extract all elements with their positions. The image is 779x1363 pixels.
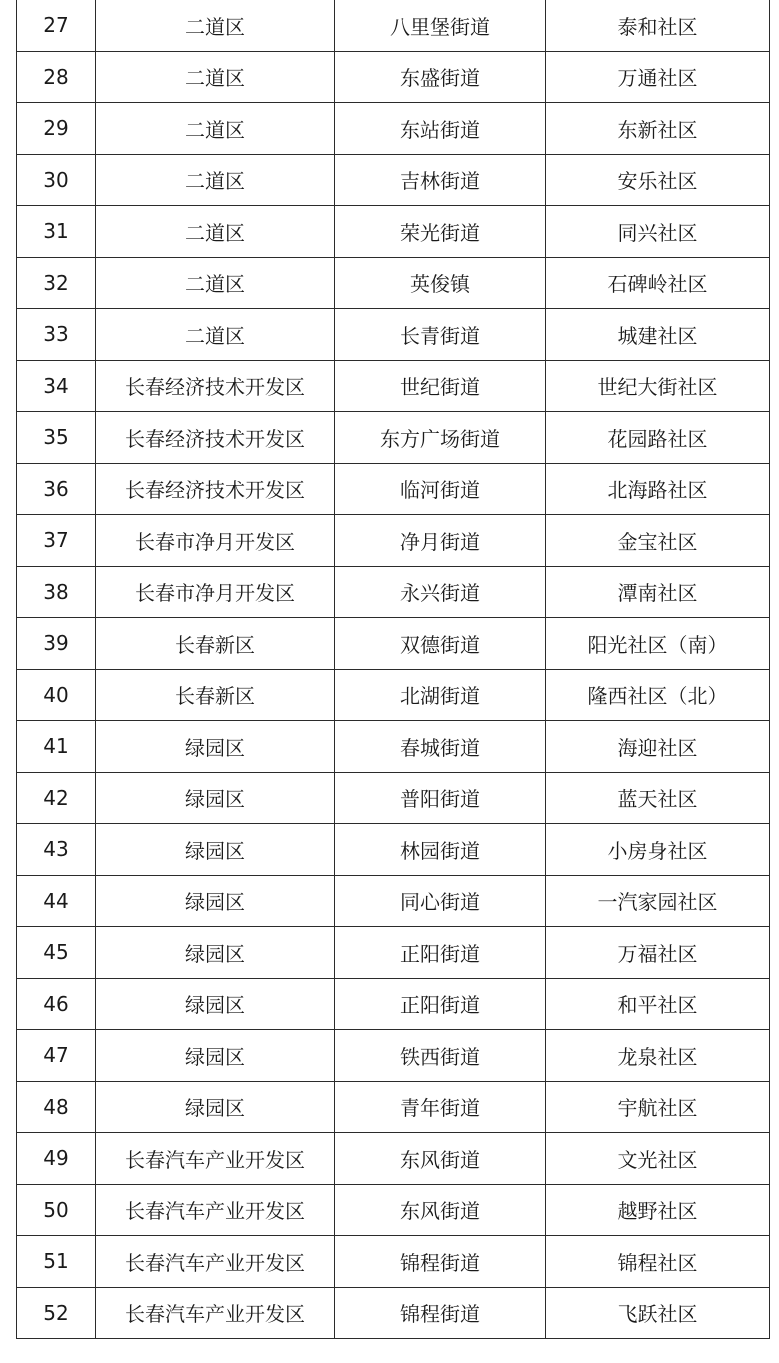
cell-street: 永兴街道: [335, 566, 546, 618]
cell-street: 双德街道: [335, 618, 546, 670]
cell-district: 绿园区: [96, 1030, 335, 1082]
table-row: [17, 257, 770, 309]
cell-district: 二道区: [96, 0, 335, 51]
cell-street: 东方广场街道: [335, 412, 546, 464]
cell-number: 33: [17, 309, 96, 361]
table-row: [17, 1236, 770, 1288]
table-row: [17, 360, 770, 412]
cell-community: 潭南社区: [546, 566, 770, 618]
cell-street: 正阳街道: [335, 978, 546, 1030]
table-row: [17, 206, 770, 258]
cell-number: 46: [17, 978, 96, 1030]
cell-number: 38: [17, 566, 96, 618]
table-row: [17, 154, 770, 206]
table-row: [17, 978, 770, 1030]
cell-community: 宇航社区: [546, 1081, 770, 1133]
cell-number: 43: [17, 824, 96, 876]
community-table: [16, 0, 770, 1339]
cell-community: 飞跃社区: [546, 1287, 770, 1339]
cell-community: 蓝天社区: [546, 772, 770, 824]
cell-street: 锦程街道: [335, 1236, 546, 1288]
cell-community: 龙泉社区: [546, 1030, 770, 1082]
cell-community: 隆西社区（北）: [546, 669, 770, 721]
cell-number: 40: [17, 669, 96, 721]
cell-community: 一汽家园社区: [546, 875, 770, 927]
cell-district: 长春汽车产业开发区: [96, 1184, 335, 1236]
cell-district: 长春新区: [96, 669, 335, 721]
cell-street: 春城街道: [335, 721, 546, 773]
cell-community: 石碑岭社区: [546, 257, 770, 309]
cell-number: 35: [17, 412, 96, 464]
cell-number: 32: [17, 257, 96, 309]
cell-community: 越野社区: [546, 1184, 770, 1236]
cell-district: 二道区: [96, 51, 335, 103]
table-row: [17, 515, 770, 567]
cell-community: 万福社区: [546, 927, 770, 979]
cell-district: 长春经济技术开发区: [96, 360, 335, 412]
cell-district: 长春新区: [96, 618, 335, 670]
cell-number: 52: [17, 1287, 96, 1339]
cell-community: 花园路社区: [546, 412, 770, 464]
cell-street: 林园街道: [335, 824, 546, 876]
cell-district: 长春经济技术开发区: [96, 463, 335, 515]
cell-street: 同心街道: [335, 875, 546, 927]
table-row: [17, 1133, 770, 1185]
cell-number: 37: [17, 515, 96, 567]
cell-district: 二道区: [96, 206, 335, 258]
cell-street: 净月街道: [335, 515, 546, 567]
cell-street: 东风街道: [335, 1184, 546, 1236]
table-row: [17, 927, 770, 979]
table-row: [17, 875, 770, 927]
cell-number: 47: [17, 1030, 96, 1082]
cell-number: 36: [17, 463, 96, 515]
table-row: [17, 669, 770, 721]
cell-number: 45: [17, 927, 96, 979]
cell-number: 30: [17, 154, 96, 206]
table-row: [17, 824, 770, 876]
cell-district: 长春汽车产业开发区: [96, 1133, 335, 1185]
cell-community: 泰和社区: [546, 0, 770, 51]
table-row: [17, 1287, 770, 1339]
table-row: [17, 103, 770, 155]
cell-street: 北湖街道: [335, 669, 546, 721]
cell-district: 长春市净月开发区: [96, 515, 335, 567]
cell-district: 长春汽车产业开发区: [96, 1236, 335, 1288]
cell-street: 东风街道: [335, 1133, 546, 1185]
cell-street: 临河街道: [335, 463, 546, 515]
cell-community: 金宝社区: [546, 515, 770, 567]
cell-district: 绿园区: [96, 772, 335, 824]
cell-street: 普阳街道: [335, 772, 546, 824]
cell-community: 文光社区: [546, 1133, 770, 1185]
cell-community: 同兴社区: [546, 206, 770, 258]
cell-district: 二道区: [96, 154, 335, 206]
cell-street: 英俊镇: [335, 257, 546, 309]
cell-number: 27: [17, 0, 96, 51]
table-row: [17, 1081, 770, 1133]
cell-street: 东盛街道: [335, 51, 546, 103]
cell-district: 绿园区: [96, 1081, 335, 1133]
cell-street: 锦程街道: [335, 1287, 546, 1339]
table-row: [17, 721, 770, 773]
cell-district: 长春市净月开发区: [96, 566, 335, 618]
table-row: [17, 1030, 770, 1082]
cell-street: 八里堡街道: [335, 0, 546, 51]
cell-district: 二道区: [96, 103, 335, 155]
cell-district: 二道区: [96, 257, 335, 309]
cell-street: 长青街道: [335, 309, 546, 361]
cell-community: 安乐社区: [546, 154, 770, 206]
table-row: [17, 0, 770, 51]
cell-community: 和平社区: [546, 978, 770, 1030]
cell-number: 31: [17, 206, 96, 258]
cell-number: 48: [17, 1081, 96, 1133]
cell-street: 荣光街道: [335, 206, 546, 258]
cell-street: 青年街道: [335, 1081, 546, 1133]
cell-community: 北海路社区: [546, 463, 770, 515]
cell-street: 吉林街道: [335, 154, 546, 206]
cell-number: 41: [17, 721, 96, 773]
table-row: [17, 463, 770, 515]
cell-community: 世纪大街社区: [546, 360, 770, 412]
table-row: [17, 1184, 770, 1236]
table-row: [17, 618, 770, 670]
cell-street: 世纪街道: [335, 360, 546, 412]
cell-community: 阳光社区（南）: [546, 618, 770, 670]
cell-community: 海迎社区: [546, 721, 770, 773]
cell-number: 51: [17, 1236, 96, 1288]
cell-street: 正阳街道: [335, 927, 546, 979]
table-row: [17, 51, 770, 103]
cell-community: 万通社区: [546, 51, 770, 103]
cell-community: 锦程社区: [546, 1236, 770, 1288]
cell-district: 长春经济技术开发区: [96, 412, 335, 464]
cell-district: 绿园区: [96, 824, 335, 876]
table-row: [17, 772, 770, 824]
cell-number: 29: [17, 103, 96, 155]
table-row: [17, 309, 770, 361]
cell-number: 28: [17, 51, 96, 103]
cell-street: 东站街道: [335, 103, 546, 155]
cell-district: 绿园区: [96, 927, 335, 979]
cell-number: 39: [17, 618, 96, 670]
cell-district: 绿园区: [96, 978, 335, 1030]
cell-district: 长春汽车产业开发区: [96, 1287, 335, 1339]
cell-number: 34: [17, 360, 96, 412]
table-row: [17, 412, 770, 464]
cell-number: 42: [17, 772, 96, 824]
cell-number: 50: [17, 1184, 96, 1236]
table-body: [17, 0, 770, 1339]
cell-street: 铁西街道: [335, 1030, 546, 1082]
cell-district: 二道区: [96, 309, 335, 361]
cell-number: 49: [17, 1133, 96, 1185]
cell-district: 绿园区: [96, 721, 335, 773]
cell-community: 小房身社区: [546, 824, 770, 876]
table-row: [17, 566, 770, 618]
cell-community: 城建社区: [546, 309, 770, 361]
cell-community: 东新社区: [546, 103, 770, 155]
cell-number: 44: [17, 875, 96, 927]
cell-district: 绿园区: [96, 875, 335, 927]
